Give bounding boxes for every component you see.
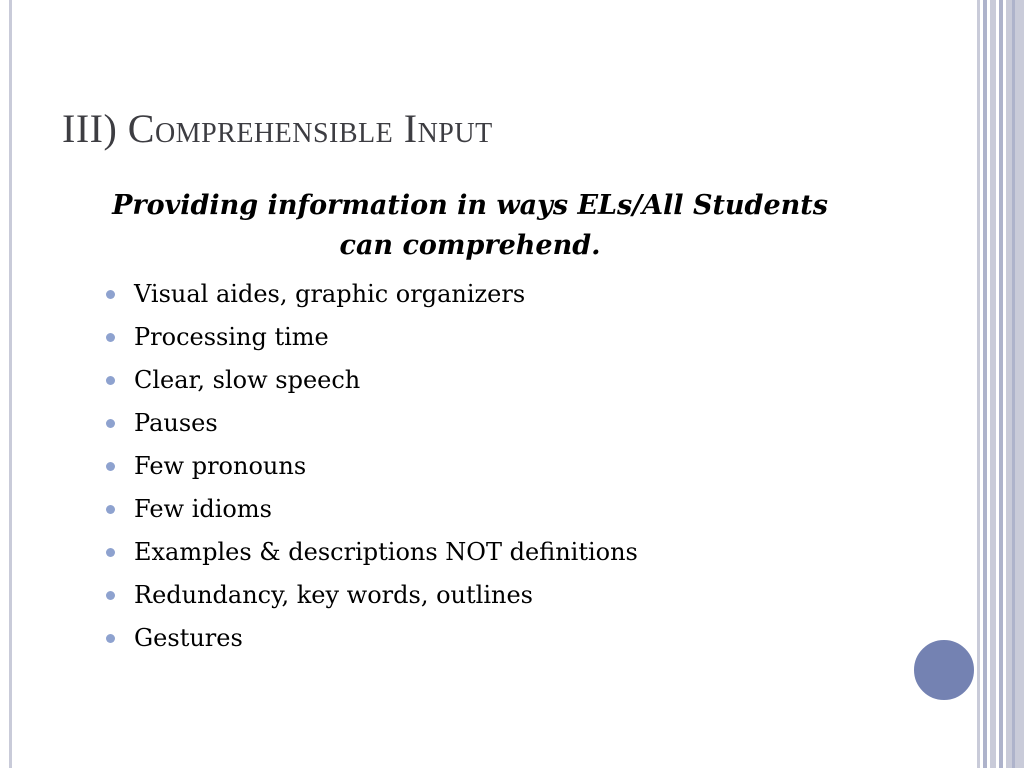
bullet-dot-icon: [106, 634, 115, 643]
bullet-dot-icon: [106, 462, 115, 471]
bullet-dot-icon: [106, 333, 115, 342]
list-item-text: Processing time: [134, 323, 329, 351]
left-border-line: [9, 0, 12, 768]
list-item-text: Visual aides, graphic organizers: [134, 280, 526, 308]
list-item-text: Redundancy, key words, outlines: [134, 581, 533, 609]
bullet-dot-icon: [106, 376, 115, 385]
bullet-dot-icon: [106, 548, 115, 557]
list-item-text: Few idioms: [134, 495, 272, 523]
list-item-text: Few pronouns: [134, 452, 307, 480]
right-stripe: [999, 0, 1003, 768]
bullet-dot-icon: [106, 419, 115, 428]
bullet-dot-icon: [106, 290, 115, 299]
bullet-dot-icon: [106, 591, 115, 600]
right-stripe: [990, 0, 996, 768]
slide-title: III) Comprehensible Input: [62, 106, 493, 151]
slide-subtitle: Providing information in ways ELs/All Students can comprehend.: [112, 190, 828, 261]
right-stripe: [977, 0, 980, 768]
right-stripe: [1006, 0, 1024, 768]
decorative-circle-icon: [913, 639, 975, 701]
list-item-text: Gestures: [134, 624, 243, 652]
right-stripe: [983, 0, 987, 768]
bullet-dot-icon: [106, 505, 115, 514]
right-stripe: [1012, 0, 1015, 768]
list-item-text: Clear, slow speech: [134, 366, 361, 394]
list-item-text: Pauses: [134, 409, 218, 437]
list-item-text: Examples & descriptions NOT definitions: [134, 538, 638, 566]
